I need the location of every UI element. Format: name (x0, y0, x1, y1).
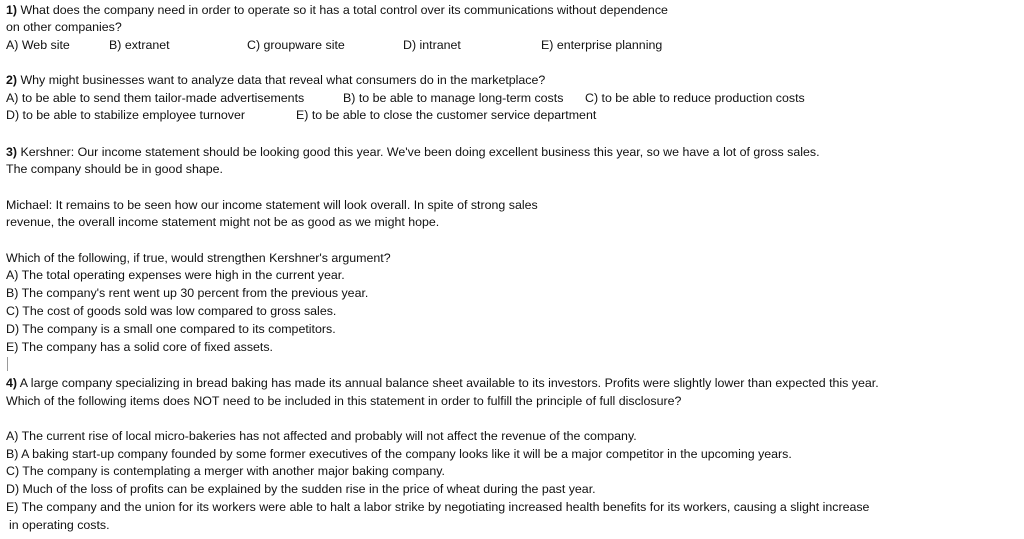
q3-michael-line2: revenue, the overall income statement might not be as good as we might hope. (6, 215, 440, 229)
q4-option-c: C) The company is contemplating a merger with another major baking company. (6, 464, 445, 478)
q3-kershner-line2: The company should be in good shape. (6, 162, 223, 176)
q1-options (0, 38, 1024, 53)
q2-stem-text: Why might businesses want to analyze data that reveal what consumers do in the marketplace? (17, 73, 546, 87)
q3-kershner-text: Kershner: Our income statement should be looking good this year. We've been doing excellent business this year, so we have a lot of gross sales. (17, 145, 820, 159)
q4-option-d: D) Much of the loss of profits can be explained by the sudden rise in the price of wheat during the past year. (6, 482, 596, 496)
q3-kershner-line1 (6, 145, 820, 160)
q4-option-e-line1: E) The company and the union for its workers were able to halt a labor strike by negotiating increased health benefits for its workers, causing a slight increase (6, 500, 870, 514)
q3-option-a: A) The total operating expenses were high in the current year. (6, 268, 345, 282)
q3-option-b: B) The company's rent went up 30 percent from the previous year. (6, 286, 369, 300)
q1-stem-text: What does the company need in order to operate so it has a total control over its communications without dependence (17, 3, 668, 17)
q2-options-row2 (0, 108, 1024, 123)
q2-number: 2) (6, 73, 18, 87)
q4-option-b: B) A baking start-up company founded by some former executives of the company looks like it will be a major competitor in the upcoming years. (6, 447, 792, 461)
q2-option-e: E) to be able to close the customer service department (296, 108, 597, 122)
q2-option-d: D) to be able to stabilize employee turnover (6, 108, 245, 122)
q3-option-d: D) The company is a small one compared to its competitors. (6, 322, 336, 336)
q1-option-c: C) groupware site (247, 38, 345, 52)
q4-number: 4) (6, 376, 18, 390)
q1-stem-line1 (6, 3, 668, 18)
q1-option-a: A) Web site (6, 38, 70, 52)
q1-option-e: E) enterprise planning (541, 38, 663, 52)
q3-option-c: C) The cost of goods sold was low compared to gross sales. (6, 304, 337, 318)
q3-michael-line1: Michael: It remains to be seen how our income statement will look overall. In spite of strong sales (6, 198, 538, 212)
q1-number: 1) (6, 3, 18, 17)
q3-question: Which of the following, if true, would strengthen Kershner's argument? (6, 251, 391, 265)
q4-stem-line1 (6, 376, 879, 391)
q1-option-d: D) intranet (403, 38, 461, 52)
q2-option-b: B) to be able to manage long-term costs (343, 91, 564, 105)
q2-option-a: A) to be able to send them tailor-made advertisements (6, 91, 305, 105)
q4-stem-line2: Which of the following items does NOT need to be included in this statement in order to fulfill the principle of full disclosure? (6, 394, 682, 408)
q3-option-e: E) The company has a solid core of fixed assets. (6, 340, 273, 354)
q1-option-b: B) extranet (109, 38, 170, 52)
q2-stem (6, 73, 545, 88)
q4-option-e-line2: in operating costs. (9, 518, 110, 532)
q4-option-a: A) The current rise of local micro-bakeries has not affected and probably will not affect the revenue of the company. (6, 429, 637, 443)
q2-options-row1 (0, 91, 1024, 106)
q2-option-c: C) to be able to reduce production costs (585, 91, 805, 105)
q4-stem-text: A large company specializing in bread baking has made its annual balance sheet available to its investors. Profits were slightly lower than expected this year. (17, 376, 879, 390)
q1-stem-line2: on other companies? (6, 20, 122, 34)
q3-number: 3) (6, 145, 18, 159)
text-cursor (7, 357, 8, 371)
